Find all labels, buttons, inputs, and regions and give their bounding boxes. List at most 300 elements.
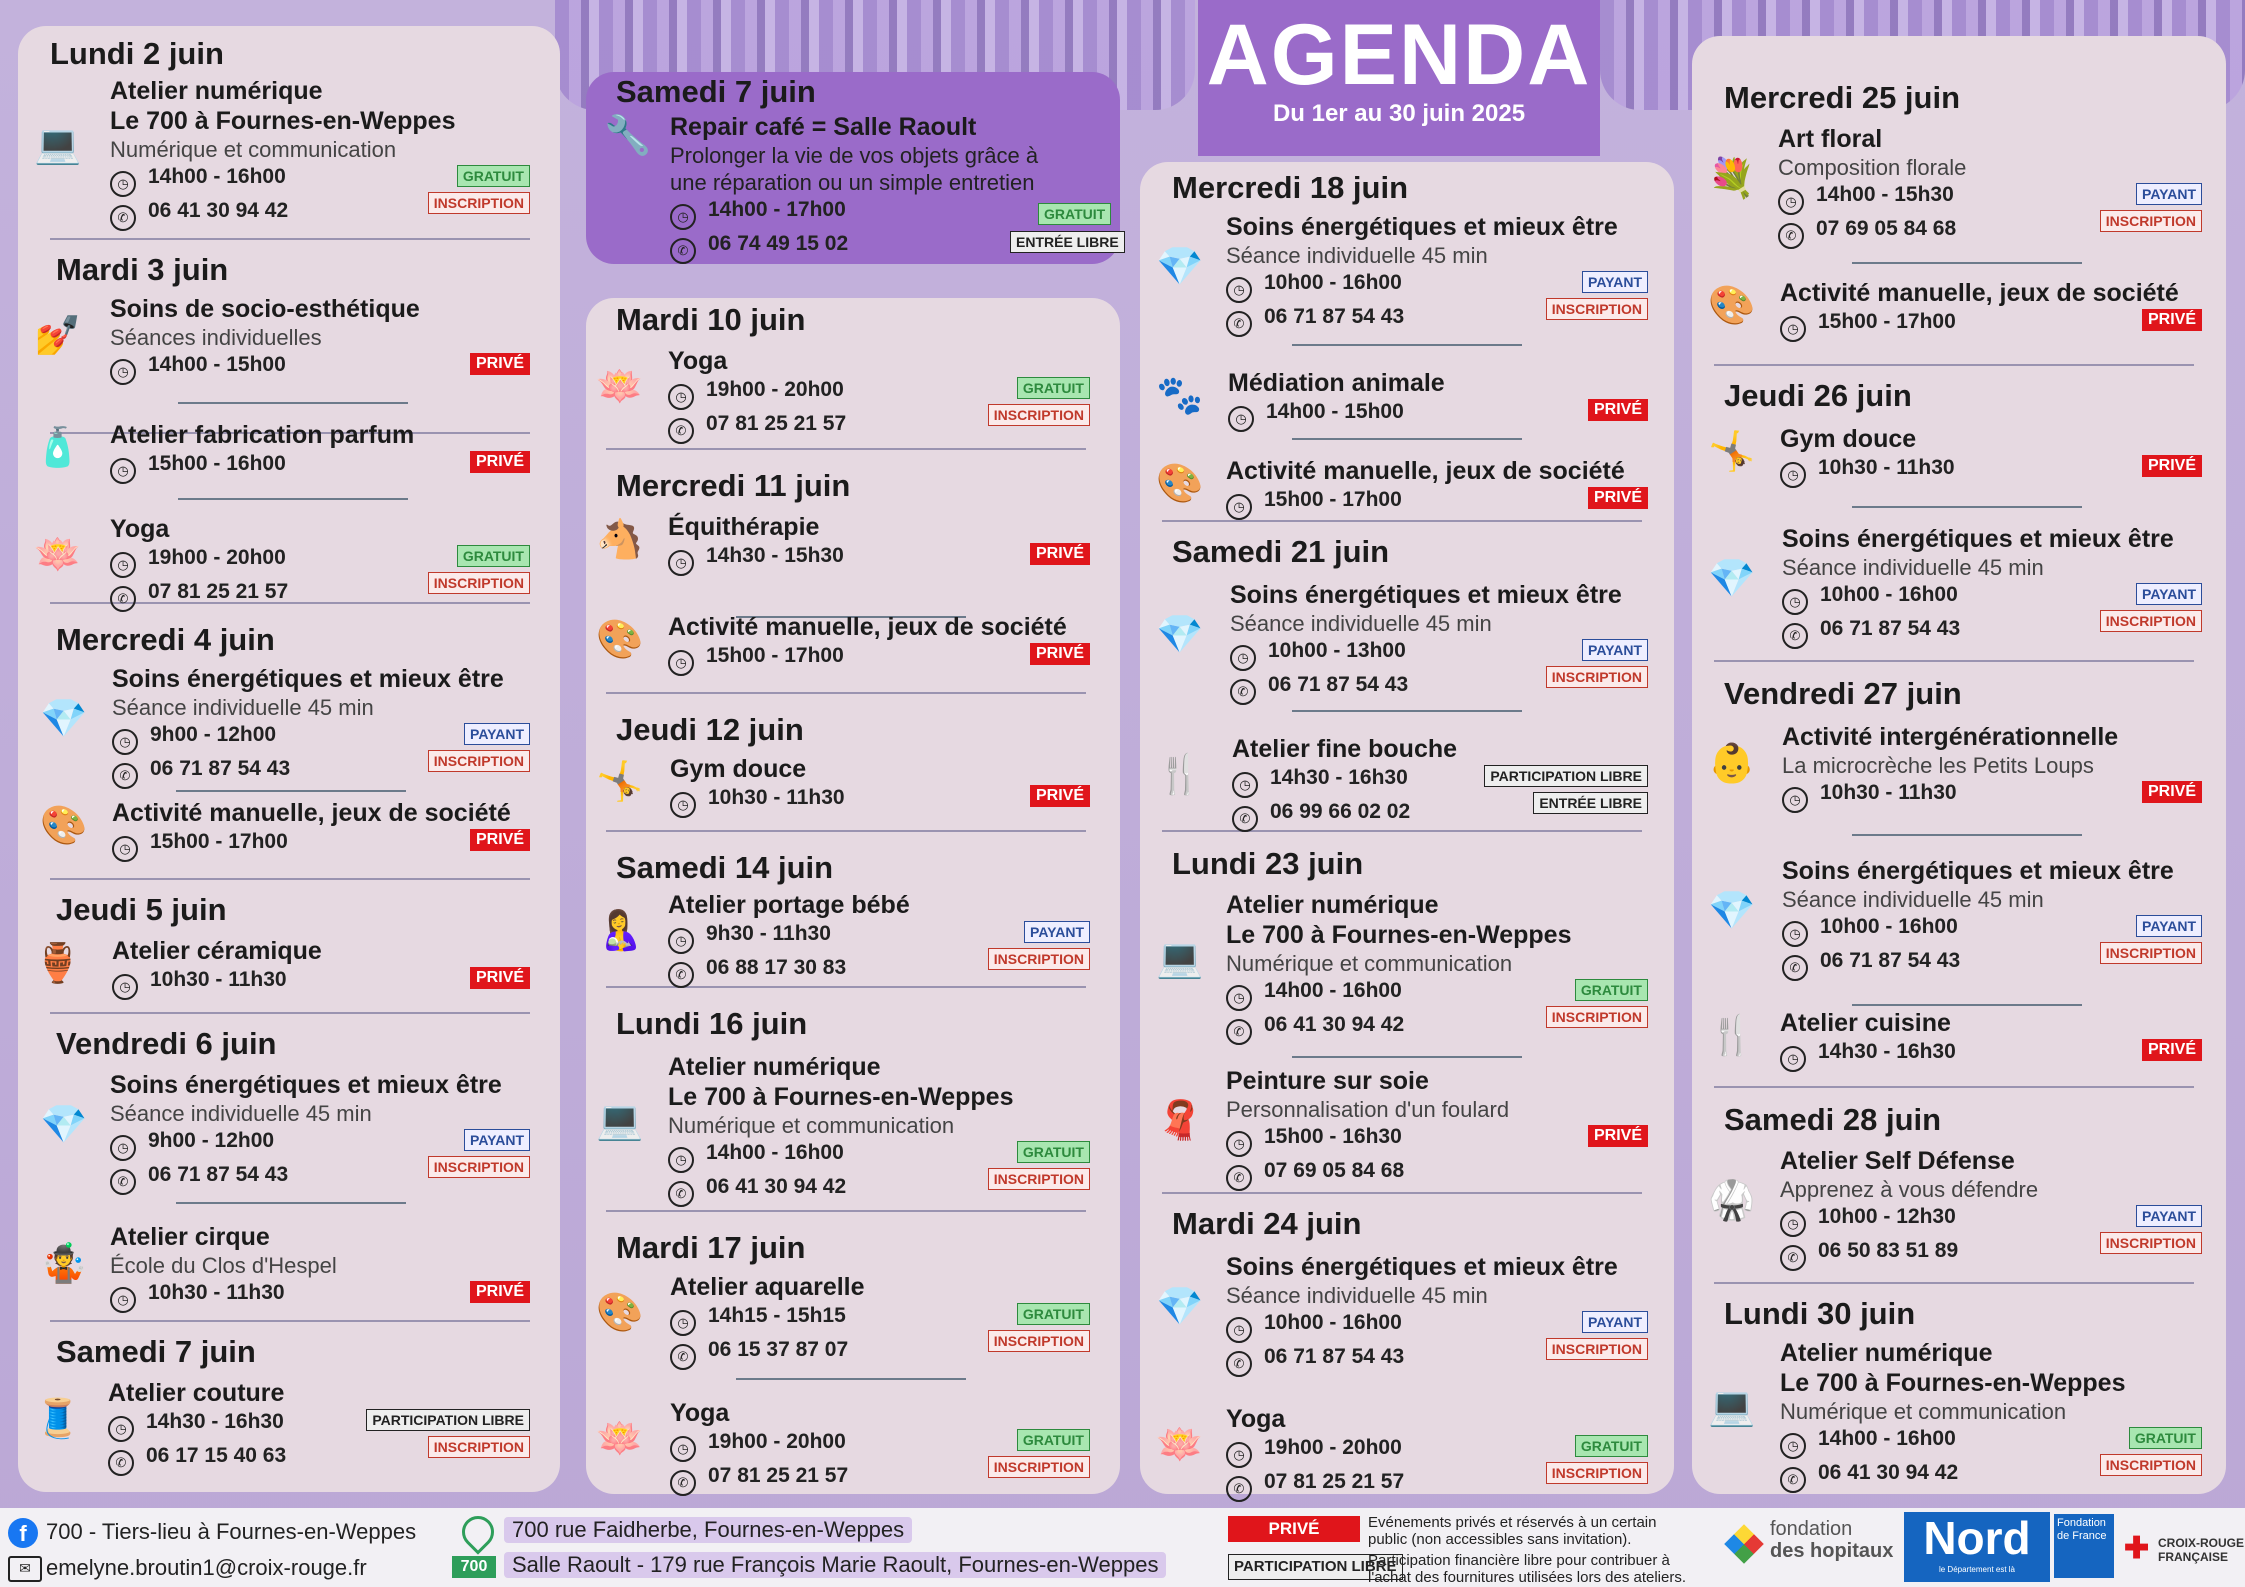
tag-privé: PRIVÉ: [2142, 309, 2202, 331]
event-phone: [1226, 1157, 1509, 1191]
event-description: Séance individuelle 45 min: [1782, 555, 2044, 580]
tag-inscription: INSCRIPTION: [2100, 942, 2202, 964]
phone-icon: ✆: [1226, 1165, 1252, 1191]
event-phone-value: 06 71 87 54 43: [1264, 305, 1405, 328]
phone-icon: ✆: [1780, 1245, 1806, 1271]
event-phone-value: 06 71 87 54 43: [1820, 617, 1961, 640]
tag-gratuit: GRATUIT: [2129, 1427, 2202, 1449]
tag-inscription: INSCRIPTION: [2100, 610, 2202, 632]
clock-icon: ◷: [108, 1416, 134, 1442]
tag-inscription: INSCRIPTION: [988, 1456, 1090, 1478]
event-phone-value: 06 15 37 87 07: [708, 1338, 849, 1361]
cutlery-icon: 🍴: [1156, 754, 1204, 796]
event-title: Atelier numérique: [110, 77, 323, 105]
event-time: [1226, 1434, 1404, 1468]
event-phone-value: 07 81 25 21 57: [706, 412, 847, 435]
event-subtitle: Le 700 à Fournes-en-Weppes: [110, 107, 456, 135]
event-time: [670, 1428, 848, 1462]
crystal-icon: 💎: [40, 698, 88, 740]
event-time: [1232, 764, 1457, 798]
clock-icon: ◷: [1226, 1131, 1252, 1157]
clock-icon: ◷: [668, 384, 694, 410]
event-title: Atelier portage bébé: [668, 891, 910, 919]
event-phone: [1780, 1237, 2038, 1271]
flower-icon: 💐: [1708, 158, 1756, 200]
event-laptop: [110, 76, 455, 231]
crystal-icon: 💎: [1708, 890, 1756, 932]
event-time-value: 14h00 - 16h00: [148, 165, 286, 188]
event-title: Soins énergétiques et mieux être: [112, 665, 504, 693]
event-description: Séances individuelles: [110, 325, 322, 350]
fondation-de-france-logo: Fondation de France: [2054, 1514, 2114, 1578]
event-time-value: 10h00 - 16h00: [1820, 915, 1958, 938]
clock-icon: ◷: [670, 792, 696, 818]
sewing-icon: 🧵: [34, 1398, 82, 1440]
legend-prive-tag: PRIVÉ: [1228, 1516, 1360, 1542]
crystal-icon: 💎: [1156, 1286, 1204, 1328]
event-title: Gym douce: [670, 755, 807, 783]
clock-icon: ◷: [1228, 406, 1254, 432]
tag-inscription: INSCRIPTION: [1546, 666, 1648, 688]
facebook-page[interactable]: 700 - Tiers-lieu à Fournes-en-Weppes: [46, 1519, 417, 1544]
event-time: [1228, 398, 1445, 432]
event-time-value: 15h00 - 16h00: [148, 452, 286, 475]
event-cutlery: [1232, 734, 1457, 832]
day-heading: Mercredi 25 juin: [1724, 80, 1961, 115]
event-divider: [176, 790, 406, 792]
event-phone-value: 06 41 30 94 42: [148, 199, 289, 222]
tag-inscription: INSCRIPTION: [988, 1330, 1090, 1352]
tag-inscription: INSCRIPTION: [428, 1156, 530, 1178]
event-title: Soins de socio-esthétique: [110, 295, 420, 323]
tag-privé: PRIVÉ: [470, 451, 530, 473]
phone-icon: ✆: [670, 1470, 696, 1496]
event-description: Numérique et communication: [110, 137, 397, 162]
event-description: Numérique et communication: [1780, 1399, 2067, 1424]
event-title: Équithérapie: [668, 513, 820, 541]
phone-icon: ✆: [1226, 1019, 1252, 1045]
phone-icon: ✆: [1782, 955, 1808, 981]
day-divider: [606, 692, 1086, 694]
event-time: [1780, 308, 2179, 342]
event-divider: [1852, 1004, 2082, 1006]
croix-rouge-logo-icon: ✚: [2124, 1532, 2150, 1565]
event-description: Séance individuelle 45 min: [110, 1101, 372, 1126]
event-time-value: 15h00 - 17h00: [706, 644, 844, 667]
phone-icon: ✆: [1226, 1351, 1252, 1377]
clock-icon: ◷: [1782, 787, 1808, 813]
event-time-value: 10h30 - 11h30: [1818, 456, 1955, 479]
event-laptop: [1226, 890, 1571, 1045]
day-heading: Lundi 16 juin: [616, 1006, 808, 1041]
tag-payant: PAYANT: [2136, 183, 2202, 205]
event-title: Soins énergétiques et mieux être: [110, 1071, 502, 1099]
event-divider: [736, 1378, 966, 1380]
event-time-value: 14h30 - 15h30: [706, 544, 844, 567]
phone-icon: ✆: [110, 586, 136, 612]
tag-inscription: INSCRIPTION: [1546, 1006, 1648, 1028]
event-horse: [668, 512, 844, 576]
event-laptop: [1780, 1338, 2125, 1493]
event-description: École du Clos d'Hespel: [110, 1253, 337, 1278]
phone-icon: ✆: [110, 205, 136, 231]
event-phone: [110, 578, 288, 612]
event-title: Médiation animale: [1228, 369, 1445, 397]
clock-icon: ◷: [670, 1436, 696, 1462]
clock-icon: ◷: [1780, 1433, 1806, 1459]
lotus-icon: 🪷: [596, 366, 644, 408]
event-time: [110, 351, 420, 385]
event-time-value: 9h00 - 12h00: [150, 723, 277, 746]
phone-icon: ✆: [1232, 806, 1258, 832]
event-phone-value: 06 50 83 51 89: [1818, 1239, 1959, 1262]
day-heading: Lundi 30 juin: [1724, 1296, 1916, 1331]
event-phone-value: 06 17 15 40 63: [146, 1444, 287, 1467]
clock-icon: ◷: [1226, 985, 1252, 1011]
tag-entree-libre: ENTRÉE LIBRE: [1010, 231, 1125, 253]
event-time-value: 14h15 - 15h15: [708, 1304, 846, 1327]
event-craft: [1226, 456, 1625, 520]
clock-icon: ◷: [670, 204, 696, 230]
event-title: Activité manuelle, jeux de société: [112, 799, 511, 827]
event-paw: [1228, 368, 1445, 432]
tag-privé: PRIVÉ: [2142, 781, 2202, 803]
day-heading: Samedi 14 juin: [616, 850, 834, 885]
lotus-icon: 🪷: [1156, 1424, 1204, 1466]
tag-inscription: INSCRIPTION: [428, 192, 530, 214]
clock-icon: ◷: [1226, 494, 1252, 520]
tag-gratuit: GRATUIT: [1017, 1303, 1090, 1325]
clock-icon: ◷: [1782, 921, 1808, 947]
day-divider: [1714, 1282, 2194, 1284]
event-time-value: 10h30 - 11h30: [1820, 781, 1957, 804]
clock-icon: ◷: [668, 550, 694, 576]
laptop-icon: 💻: [1708, 1386, 1756, 1428]
event-time: [668, 1139, 1013, 1173]
event-title: Gym douce: [1780, 425, 1917, 453]
tag-inscription: INSCRIPTION: [988, 404, 1090, 426]
event-time: [668, 642, 1067, 676]
cutlery-icon: 🍴: [1708, 1014, 1756, 1057]
event-phone-value: 06 99 66 02 02: [1270, 800, 1411, 823]
event-title: Atelier fine bouche: [1232, 735, 1458, 763]
tag-inscription: INSCRIPTION: [988, 948, 1090, 970]
phone-icon: ✆: [110, 1169, 136, 1195]
day-heading: Jeudi 26 juin: [1724, 378, 1912, 413]
event-time: [108, 1408, 286, 1442]
crystal-icon: 💎: [1156, 614, 1204, 656]
event-lotus: [1226, 1404, 1404, 1502]
tag-privé: PRIVÉ: [470, 353, 530, 375]
clock-icon: ◷: [1226, 1317, 1252, 1343]
tag-inscription: INSCRIPTION: [1546, 1338, 1648, 1360]
event-phone-value: 07 69 05 84 68: [1264, 1159, 1405, 1182]
event-title: Activité manuelle, jeux de société: [668, 613, 1067, 641]
tag-payant: PAYANT: [464, 1129, 530, 1151]
crystal-icon: 💎: [1156, 246, 1204, 288]
day-heading: Samedi 28 juin: [1724, 1102, 1942, 1137]
event-title: Activité intergénérationnelle: [1782, 723, 2119, 751]
day-heading: Samedi 7 juin: [56, 1334, 256, 1369]
event-description: Numérique et communication: [1226, 951, 1513, 976]
event-phone: [670, 1462, 848, 1496]
day-divider: [1714, 660, 2194, 662]
clock-icon: ◷: [1230, 645, 1256, 671]
phone-icon: ✆: [670, 238, 696, 264]
phone-icon: ✆: [668, 1181, 694, 1207]
baby-icon: 👶: [1708, 742, 1756, 785]
clock-icon: ◷: [112, 729, 138, 755]
clock-icon: ◷: [1780, 462, 1806, 488]
tag-inscription: INSCRIPTION: [2100, 210, 2202, 232]
tag-privé: PRIVÉ: [1588, 399, 1648, 421]
event-lotus: [668, 346, 846, 444]
tag-participation-libre: PARTICIPATION LIBRE: [366, 1409, 530, 1431]
event-phone-value: 07 81 25 21 57: [1264, 1470, 1405, 1493]
phone-icon: ✆: [668, 962, 694, 988]
event-sewing: [108, 1378, 286, 1476]
event-phone-value: 06 71 87 54 43: [1268, 673, 1409, 696]
day-divider: [1162, 1192, 1642, 1194]
event-time-value: 19h00 - 20h00: [1264, 1436, 1402, 1459]
clock-icon: ◷: [112, 836, 138, 862]
event-title: Atelier couture: [108, 1379, 285, 1407]
event-description: Séance individuelle 45 min: [1226, 1283, 1488, 1308]
event-subtitle: Le 700 à Fournes-en-Weppes: [1780, 1369, 2126, 1397]
event-divider: [176, 1202, 406, 1204]
event-repair-cafe: Repair café = Salle Raoult Prolonger la vie de vos objets grâce à une réparation ou un simple entretien ◷ 14h00 - 17h00 ✆ 06 74 49 15 02: [670, 112, 1038, 264]
event-title: Yoga: [668, 347, 728, 375]
email-link[interactable]: emelyne.broutin1@croix-rouge.fr: [46, 1555, 367, 1580]
event-time-value: 10h30 - 11h30: [150, 968, 287, 991]
event-time: [110, 544, 288, 578]
phone-icon: ✆: [1230, 679, 1256, 705]
day-divider: [606, 1210, 1086, 1212]
event-description: Séance individuelle 45 min: [112, 695, 374, 720]
tag-payant: PAYANT: [2136, 583, 2202, 605]
day-heading: Samedi 21 juin: [1172, 534, 1390, 569]
event-title: Atelier Self Défense: [1780, 1147, 2015, 1175]
laptop-icon: 💻: [34, 124, 82, 166]
legend-participation-libre-tag: PARTICIPATION LIBRE: [1228, 1554, 1403, 1580]
day-divider: [50, 238, 530, 240]
event-title: Activité manuelle, jeux de société: [1226, 457, 1625, 485]
event-description: Composition florale: [1778, 155, 1967, 180]
day-divider: [50, 878, 530, 880]
event-time-value: 19h00 - 20h00: [148, 546, 286, 569]
tag-gratuit: GRATUIT: [1017, 1141, 1090, 1163]
gym-icon: 🤸: [596, 760, 644, 803]
tag-payant: PAYANT: [2136, 915, 2202, 937]
event-phone-value: 06 71 87 54 43: [1264, 1345, 1405, 1368]
event-description: Séance individuelle 45 min: [1782, 887, 2044, 912]
event-title: Atelier cirque: [110, 1223, 270, 1251]
event-phone: [668, 410, 846, 444]
event-time-value: 15h00 - 17h00: [1264, 488, 1402, 511]
tag-privé: PRIVÉ: [1030, 643, 1090, 665]
event-divider: [1292, 710, 1522, 712]
tag-privé: PRIVÉ: [470, 829, 530, 851]
event-time-value: 10h00 - 16h00: [1264, 1311, 1402, 1334]
tag-inscription: INSCRIPTION: [428, 1436, 530, 1458]
event-cutlery: [1780, 1008, 1956, 1072]
tag-gratuit: GRATUIT: [1017, 377, 1090, 399]
laptop-icon: 💻: [596, 1100, 644, 1142]
event-time: [1780, 1038, 1956, 1072]
event-description: Séance individuelle 45 min: [1230, 611, 1492, 636]
event-time-value: 14h00 - 16h00: [706, 1141, 844, 1164]
event-time-value: 14h30 - 16h30: [146, 1410, 284, 1433]
event-time-value: 14h00 - 16h00: [1264, 979, 1402, 1002]
nord-logo: Nord le Département est là: [1904, 1512, 2050, 1582]
fondation-hopitaux-logo: fondation des hopitaux: [1770, 1518, 1894, 1562]
day-divider: [1714, 1086, 2194, 1088]
clock-icon: ◷: [1232, 772, 1258, 798]
day-heading: Lundi 2 juin: [50, 36, 224, 71]
tag-privé: PRIVÉ: [470, 967, 530, 989]
craft-icon: 🎨: [1156, 462, 1204, 505]
event-flower: [1778, 124, 1966, 249]
event-craft: [1780, 278, 2179, 342]
event-time: [668, 376, 846, 410]
clock-icon: ◷: [668, 1147, 694, 1173]
day-divider: [1714, 364, 2194, 366]
event-time: [1780, 454, 1955, 488]
tag-payant: PAYANT: [1582, 271, 1648, 293]
event-time-value: 19h00 - 20h00: [706, 378, 844, 401]
event-lotus: [670, 1398, 848, 1496]
day-divider: [1162, 520, 1642, 522]
phone-icon: ✆: [670, 1344, 696, 1370]
event-time: [112, 966, 322, 1000]
phone-icon: ✆: [668, 418, 694, 444]
clock-icon: ◷: [1782, 589, 1808, 615]
event-gym: [1780, 424, 1955, 488]
phone-icon: ✆: [1778, 223, 1804, 249]
tag-privé: PRIVÉ: [1588, 1125, 1648, 1147]
legend-participation-libre-text: Participation financière libre pour contribuer à l'achat des fournitures utilisées lors des ateliers.: [1368, 1552, 1687, 1586]
event-title: Atelier céramique: [112, 937, 322, 965]
tag-gratuit: GRATUIT: [457, 545, 530, 567]
event-divider: [178, 402, 408, 404]
event-divider: [1852, 834, 2082, 836]
event-phone: [1232, 798, 1457, 832]
event-subtitle: Le 700 à Fournes-en-Weppes: [1226, 921, 1572, 949]
phone-icon: ✆: [1226, 1476, 1252, 1502]
tag-inscription: INSCRIPTION: [1546, 298, 1648, 320]
tag-inscription: INSCRIPTION: [428, 572, 530, 594]
day-divider: [50, 1320, 530, 1322]
event-phone: [1778, 215, 1966, 249]
address-salle-raoult: Salle Raoult - 179 rue François Marie Raoult, Fournes-en-Weppes: [504, 1552, 1166, 1578]
event-phone: [1226, 1011, 1571, 1045]
day-divider: [606, 448, 1086, 450]
event-divider: [1292, 438, 1522, 440]
circus-icon: 🤹: [40, 1242, 88, 1285]
tag-participation-libre: PARTICIPATION LIBRE: [1484, 765, 1648, 787]
event-phone: [110, 197, 455, 231]
tag-privé: PRIVÉ: [2142, 1039, 2202, 1061]
event-phone-value: 06 71 87 54 43: [148, 1163, 289, 1186]
day-heading: Jeudi 12 juin: [616, 712, 804, 747]
event-description: Apprenez à vous défendre: [1780, 1177, 2039, 1202]
croix-rouge-logo: CROIX-ROUGE FRANÇAISE: [2158, 1536, 2245, 1564]
clock-icon: ◷: [1226, 277, 1252, 303]
event-selfdefense: [1780, 1146, 2038, 1271]
day-divider: [50, 1012, 530, 1014]
crystal-icon: 💎: [40, 1104, 88, 1146]
babywearing-icon: 🤱: [596, 910, 644, 952]
event-time: [1780, 1425, 2125, 1459]
event-scarf: [1226, 1066, 1509, 1191]
tag-entrée-libre: ENTRÉE LIBRE: [1533, 792, 1648, 814]
event-time-value: 15h00 - 17h00: [150, 830, 288, 853]
event-time-value: 10h30 - 11h30: [148, 1281, 285, 1304]
day-heading: Mercredi 4 juin: [56, 622, 275, 657]
event-title: Soins énergétiques et mieux être: [1782, 525, 2174, 553]
event-title: Yoga: [110, 515, 170, 543]
legend-prive-text: Evénements privés et réservés à un certain public (non accessibles sans invitation).: [1368, 1514, 1657, 1548]
event-time-value: 15h00 - 17h00: [1818, 310, 1956, 333]
tag-inscription: INSCRIPTION: [2100, 1232, 2202, 1254]
lotus-icon: 🪷: [596, 1418, 644, 1460]
scarf-icon: 🧣: [1156, 1100, 1204, 1142]
phone-icon: ✆: [112, 763, 138, 789]
event-title: Activité manuelle, jeux de société: [1780, 279, 2179, 307]
event-phone-value: 06 71 87 54 43: [150, 757, 291, 780]
event-title: Art floral: [1778, 125, 1883, 153]
craft-icon: 🎨: [596, 618, 644, 661]
event-craft: [668, 612, 1067, 676]
event-time-value: 10h30 - 11h30: [708, 786, 845, 809]
event-time-value: 14h00 - 15h00: [148, 353, 286, 376]
clock-icon: ◷: [1778, 189, 1804, 215]
tag-payant: PAYANT: [1582, 1311, 1648, 1333]
event-divider: [1292, 1056, 1522, 1058]
event-perfume: [110, 420, 414, 484]
day-heading: Mardi 24 juin: [1172, 1206, 1362, 1241]
event-time-value: 14h30 - 16h30: [1818, 1040, 1956, 1063]
day-heading: Mercredi 11 juin: [616, 468, 851, 503]
event-description: Numérique et communication: [668, 1113, 955, 1138]
event-phone: [1780, 1459, 2125, 1493]
event-craft: [112, 798, 511, 862]
clock-icon: ◷: [110, 458, 136, 484]
clock-icon: ◷: [670, 1310, 696, 1336]
event-divider: [1852, 262, 2082, 264]
event-time-value: 14h00 - 16h00: [1818, 1427, 1956, 1450]
event-gym: [670, 754, 845, 818]
day-heading: Mercredi 18 juin: [1172, 170, 1409, 205]
day-heading: Mardi 3 juin: [56, 252, 229, 287]
tag-payant: PAYANT: [2136, 1205, 2202, 1227]
event-circus: [110, 1222, 337, 1313]
event-divider: [1292, 344, 1522, 346]
event-phone-value: 06 88 17 30 83: [706, 956, 847, 979]
day-heading: Samedi 7 juin: [616, 74, 816, 109]
day-heading: Mardi 17 juin: [616, 1230, 806, 1265]
beauty-icon: 💅: [34, 314, 82, 357]
gym-icon: 🤸: [1708, 430, 1756, 473]
event-time: [112, 828, 511, 862]
event-title: Peinture sur soie: [1226, 1067, 1429, 1095]
craft-icon: 🎨: [40, 804, 88, 847]
clock-icon: ◷: [1226, 1442, 1252, 1468]
event-time-value: 9h00 - 12h00: [148, 1129, 275, 1152]
tag-gratuit: GRATUIT: [1038, 203, 1111, 225]
event-time-value: 15h00 - 16h30: [1264, 1125, 1402, 1148]
mail-icon: ✉: [8, 1556, 42, 1582]
